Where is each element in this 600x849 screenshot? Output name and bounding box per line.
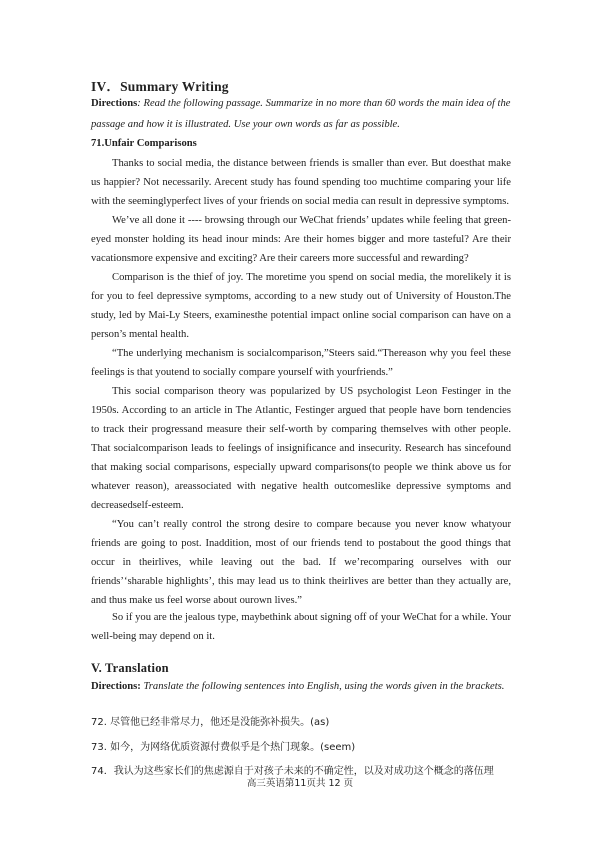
paragraph-4: “The underlying mechanism is socialcomparison,”Steers said.“Thereason why you feel these feelings is that youtend to socially compare yourself with yourfriends.”: [91, 348, 511, 378]
directions-text-2: Translate the following sentences into English, using the words given in the brackets.: [140, 681, 505, 692]
passage-title: 71.Unfair Comparisons: [91, 138, 197, 149]
directions-label: Directions: [91, 98, 138, 109]
section-5-title: V. Translation: [91, 661, 169, 675]
paragraph-7: So if you are the jealous type, maybethink about signing off of your WeChat for a while. Your well-being may depend on it.: [91, 612, 511, 642]
section-5-directions: [91, 676, 531, 697]
section-4-title: IV．Summary Writing: [91, 79, 229, 94]
paragraph-2: We’ve all done it ---- browsing through our WeChat friends’ updates while feeling that green-eyed monster holding its head inour minds: Are their homes bigger and more tasteful? Are their vacationsmore expensive and exciting? Are their careers more successful and rewarding?: [91, 215, 511, 264]
directions-text: : Read the following passage. Summarize in no more than 60 words the main idea of the passage and how it is illustrated. Use your own words as far as possible.: [91, 98, 511, 130]
section-4-directions: [91, 93, 511, 135]
question-74: 74．我认为这些家长们的焦虑源自于对孩子未来的不确定性，以及对成功这个概念的落伍理: [91, 766, 494, 777]
question-73: 73. 如今，为网络优质资源付费似乎是个热门现象。(seem): [91, 742, 356, 753]
paragraph-1: Thanks to social media, the distance between friends is smaller than ever. But doesthat make us happier? Not necessarily. Arecent study has found spending too muchtime comparing your life with the seeminglyperfect lives of your friends on social media can result in depressive symptoms.: [91, 158, 511, 207]
paragraph-3: Comparison is the thief of joy. The moretime you spend on social media, the morelikely it is for you to feel depressive symptoms, according to a new study out of University of Houston.The study, led by Mai-Ly Steers, examinesthe potential impact online social comparison can have on a person’s mental health.: [91, 272, 511, 340]
paragraph-6: “You can’t really control the strong desire to compare because you never know whatyour friends are going to post. Inaddition, most of our friends tend to postabout the good things that occur in theirlives, while leaving out the bad. If we’recomparing ourselves with our friends’‘sharable highlights’, this may lead us to think theirlives are better than they actually are, and thus make us feel worse about ourown lives.”: [91, 519, 511, 606]
question-72: 72. 尽管他已经非常尽力，他还是没能弥补损失。(as): [91, 717, 330, 728]
directions-label-2: Directions:: [91, 681, 141, 692]
paragraph-5: This social comparison theory was popularized by US psychologist Leon Festinger in the 1950s. According to an article in The Atlantic, Festinger argued that people have born tendencies to track their progressand measure their self-worth by comparing themselves with other people. That socialcomparison leads to feelings of insignificance and insecurity. Research has sincefound that making social comparisons, especially upward comparisons(to people we think above us for whatever reason), areassociated with negative health outcomeslike depressive symptoms and decreasedself-esteem.: [91, 386, 511, 511]
page-footer: 高三英语第11页共 12 页: [246, 778, 354, 789]
